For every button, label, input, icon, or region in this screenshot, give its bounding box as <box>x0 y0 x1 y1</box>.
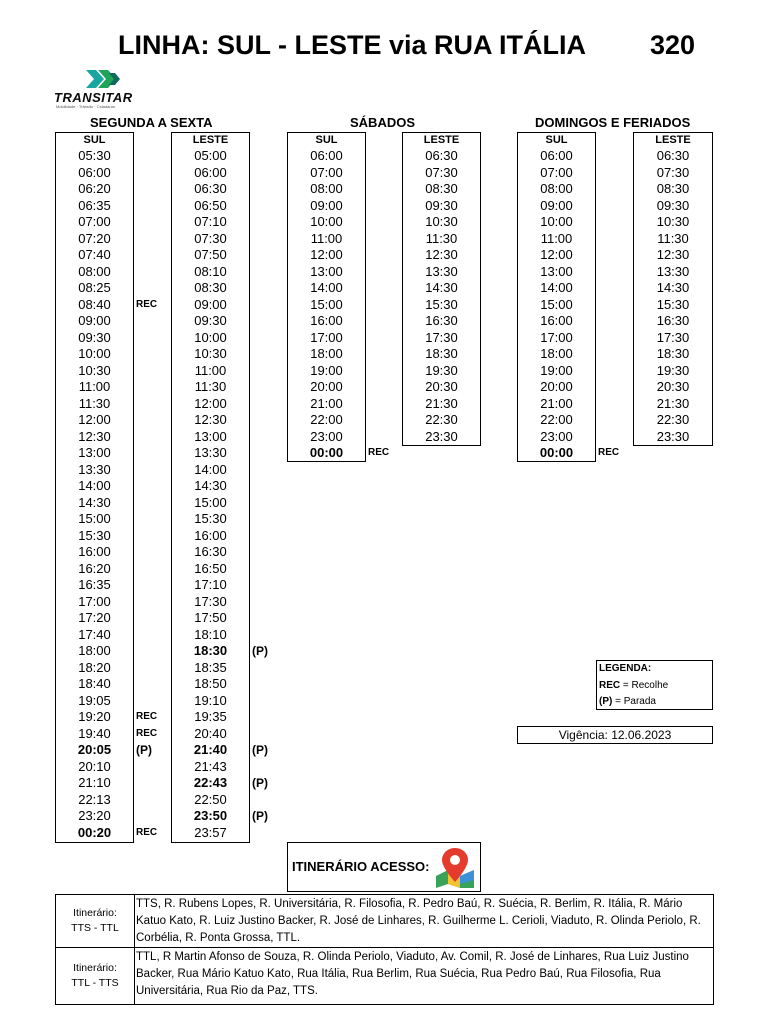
time-cell: 18:35 <box>194 659 227 675</box>
logo-tagline: Mobilidade · Trânsito · Cidadania <box>56 104 115 109</box>
time-cell: 22:00 <box>310 412 343 427</box>
time-cell: 16:35 <box>78 577 111 592</box>
time-cell: 19:05 <box>78 692 111 708</box>
time-cell: 19:30 <box>656 362 690 378</box>
map-pin-icon[interactable] <box>432 846 478 890</box>
time-cell: 21:00 <box>540 395 573 411</box>
time-cell: 07:30 <box>425 164 458 180</box>
time-cell: 18:50 <box>194 676 227 691</box>
time-cell: 06:30 <box>656 148 690 163</box>
time-cell: 16:30 <box>425 313 458 328</box>
time-cell: 21:40 <box>193 742 228 757</box>
time-cell: 17:30 <box>425 329 458 345</box>
time-cell: 12:00 <box>194 395 227 411</box>
time-cell: 08:30 <box>425 181 458 196</box>
saturday-leste-column <box>402 132 481 446</box>
time-cell: 08:30 <box>656 181 690 196</box>
saturday-sul-column <box>287 132 366 462</box>
legend-rec-key: REC <box>599 679 621 691</box>
time-cell: 17:50 <box>194 610 227 625</box>
column-header: SUL <box>545 134 568 146</box>
time-cell: 22:43 <box>193 775 228 790</box>
time-cell: 13:00 <box>78 445 111 460</box>
time-cell: 14:00 <box>540 280 573 295</box>
itinerary-row <box>55 894 714 948</box>
time-cell: 17:10 <box>194 577 227 592</box>
time-cell: 10:00 <box>194 329 227 345</box>
time-cell: 08:00 <box>540 181 573 196</box>
time-cell: 22:50 <box>194 791 227 807</box>
time-cell: 12:00 <box>310 247 343 262</box>
time-cell: 23:00 <box>540 428 573 444</box>
itinerary-text: TTL, R Martin Afonso de Souza, R. Olinda Periolo, Viaduto, Av. Comil, R. José de Linhares, Rua Luiz Justino Backer, Rua Mário Katuo Kato, Rua Itália, Rua Berlim, Rua Suécia, Rua Pedro Baú, Rua Filosofia, Rua Universitária, Rua Rio da Paz, TTS. <box>136 951 689 997</box>
time-cell: 21:30 <box>425 395 458 411</box>
time-cell: 18:00 <box>78 643 111 658</box>
time-cell: 16:00 <box>540 313 573 328</box>
time-cell: 06:30 <box>194 181 227 196</box>
time-cell: 18:30 <box>425 346 458 361</box>
time-cell: 11:00 <box>78 379 111 394</box>
itinerary-label-cell <box>56 948 135 1004</box>
legend-box <box>596 660 713 710</box>
time-cell: 15:00 <box>540 296 573 312</box>
legend-title: LEGENDA: <box>599 663 652 674</box>
time-cell: 12:30 <box>656 247 690 262</box>
time-cell: 16:00 <box>78 544 111 559</box>
time-cell: 08:10 <box>194 263 227 279</box>
section-saturday: SÁBADOS <box>350 115 416 130</box>
time-cell: 16:30 <box>194 544 227 559</box>
time-cell: 07:00 <box>78 214 111 229</box>
itinerary-label: Itinerário: <box>73 962 117 974</box>
time-cell: 09:00 <box>540 197 573 213</box>
rec-note: REC <box>136 826 158 838</box>
time-cell: 12:00 <box>78 412 111 427</box>
stop-note: (P) <box>252 776 268 790</box>
time-cell: 10:00 <box>310 214 343 229</box>
legend-p-key: (P) <box>599 696 613 707</box>
time-cell: 12:00 <box>540 247 573 262</box>
time-cell: 10:00 <box>78 346 111 361</box>
time-cell: 06:00 <box>78 164 111 180</box>
time-cell: 16:00 <box>194 527 227 543</box>
time-cell: 17:30 <box>656 329 690 345</box>
time-cell: 07:20 <box>78 230 111 246</box>
time-cell: 19:00 <box>540 362 573 378</box>
itinerary-label: Itinerário: <box>73 907 117 919</box>
time-cell: 23:00 <box>310 428 343 444</box>
stop-note: (P) <box>252 743 268 757</box>
time-cell: 13:30 <box>78 461 111 477</box>
time-cell: 18:30 <box>193 643 228 658</box>
time-cell: 17:30 <box>194 593 227 609</box>
page-title: LINHA: SUL - LESTE via RUA ITÁLIA <box>118 30 587 60</box>
time-cell: 20:00 <box>540 379 573 394</box>
time-cell: 23:57 <box>194 824 227 840</box>
time-cell: 21:30 <box>656 395 690 411</box>
time-cell: 14:00 <box>194 461 227 477</box>
legend-rec-text: = Recolhe <box>620 679 669 691</box>
time-cell: 13:00 <box>310 263 343 279</box>
time-cell: 20:05 <box>77 742 112 757</box>
time-cell: 15:00 <box>194 494 227 510</box>
time-cell: 20:00 <box>310 379 343 394</box>
time-cell: 16:20 <box>78 560 111 576</box>
time-cell: 17:00 <box>78 593 111 609</box>
time-cell: 14:30 <box>78 494 111 510</box>
time-cell: 08:00 <box>78 263 111 279</box>
time-cell: 16:30 <box>656 313 690 328</box>
time-cell: 15:00 <box>310 296 343 312</box>
time-cell: 10:00 <box>540 214 573 229</box>
vigencia-box: Vigência: 12.06.2023 <box>517 726 713 744</box>
time-cell: 19:40 <box>78 725 111 741</box>
time-cell: 20:40 <box>194 725 227 741</box>
time-cell: 20:30 <box>656 379 690 394</box>
sunday-sul-column <box>517 132 596 462</box>
section-sunday: DOMINGOS E FERIADOS <box>535 115 691 130</box>
time-cell: 20:30 <box>425 379 458 394</box>
time-cell: 22:30 <box>425 412 458 427</box>
time-cell: 09:00 <box>78 313 111 328</box>
time-cell: 21:00 <box>310 395 343 411</box>
time-cell: 16:00 <box>310 313 343 328</box>
itinerary-label-cell <box>56 895 135 947</box>
time-cell: 00:20 <box>77 824 112 840</box>
time-cell: 23:50 <box>193 808 228 823</box>
rec-note: REC <box>598 447 620 458</box>
sunday-leste-column <box>633 132 713 446</box>
rec-note: REC <box>136 298 158 310</box>
time-cell: 13:30 <box>425 263 458 279</box>
time-cell: 00:00 <box>309 445 344 460</box>
column-header: LESTE <box>192 134 229 146</box>
time-cell: 12:30 <box>78 428 111 444</box>
time-cell: 07:40 <box>78 247 111 262</box>
itinerary-route: TTL - TTS <box>71 977 119 989</box>
time-cell: 11:00 <box>540 230 573 246</box>
time-cell: 09:30 <box>425 197 458 213</box>
time-cell: 15:30 <box>194 511 227 526</box>
time-cell: 18:10 <box>194 626 227 642</box>
time-cell: 18:30 <box>656 346 690 361</box>
time-cell: 11:30 <box>425 230 458 246</box>
itinerary-route: TTS - TTL <box>71 922 119 934</box>
access-label: ITINERÁRIO ACESSO: <box>292 859 430 874</box>
time-cell: 22:13 <box>78 791 111 807</box>
time-cell: 23:30 <box>425 428 458 444</box>
time-cell: 20:10 <box>78 758 111 774</box>
time-cell: 17:40 <box>78 626 111 642</box>
time-cell: 06:00 <box>540 148 573 163</box>
time-cell: 19:10 <box>194 692 227 708</box>
time-cell: 06:00 <box>310 148 343 163</box>
time-cell: 15:30 <box>656 296 690 312</box>
time-cell: 14:30 <box>194 478 227 493</box>
time-cell: 18:20 <box>78 659 111 675</box>
time-cell: 09:00 <box>194 296 227 312</box>
time-cell: 23:30 <box>656 428 690 444</box>
rec-note: REC <box>368 447 390 458</box>
time-cell: 22:00 <box>540 412 573 427</box>
time-cell: 09:00 <box>310 197 343 213</box>
rec-note: REC <box>136 727 158 739</box>
time-cell: 05:00 <box>194 148 227 163</box>
time-cell: 19:30 <box>425 362 458 378</box>
time-cell: 18:00 <box>310 346 343 361</box>
time-cell: 06:00 <box>194 164 227 180</box>
weekday-leste-column <box>171 132 250 843</box>
time-cell: 19:35 <box>194 709 227 724</box>
time-cell: 10:30 <box>656 214 690 229</box>
column-header: LESTE <box>655 134 691 146</box>
time-cell: 16:50 <box>194 560 227 576</box>
time-cell: 09:30 <box>194 313 227 328</box>
stop-note: (P) <box>252 644 268 658</box>
time-cell: 17:00 <box>540 329 573 345</box>
time-cell: 13:00 <box>540 263 573 279</box>
itinerary-row <box>55 947 714 1005</box>
time-cell: 08:40 <box>78 296 111 312</box>
stop-note: (P) <box>136 743 152 757</box>
itinerary-text: TTS, R. Rubens Lopes, R. Universitária, R. Filosofia, R. Pedro Baú, R. Suécia, R. Berlim, R. Itália, R. Mário Katuo Kato, R. Luiz Justino Backer, R. José de Linhares, R. Guilherme L. Cerioli, Viaduto, R. Olinda Periolo, R. Corbélia, R. Ponta Grossa, TTL. <box>136 898 701 944</box>
time-cell: 22:30 <box>656 412 690 427</box>
stop-note: (P) <box>252 809 268 823</box>
time-cell: 11:00 <box>310 230 343 246</box>
time-cell: 17:20 <box>78 610 111 625</box>
time-cell: 09:30 <box>656 197 690 213</box>
time-cell: 05:30 <box>78 148 111 163</box>
time-cell: 19:20 <box>78 709 111 724</box>
time-cell: 10:30 <box>194 346 227 361</box>
time-cell: 14:30 <box>656 280 690 295</box>
time-cell: 08:00 <box>310 181 343 196</box>
time-cell: 07:30 <box>656 164 690 180</box>
time-cell: 06:20 <box>78 181 111 196</box>
time-cell: 13:30 <box>194 445 227 460</box>
rec-note: REC <box>136 711 158 722</box>
column-header: SUL <box>315 134 338 146</box>
time-cell: 07:30 <box>194 230 227 246</box>
time-cell: 11:30 <box>657 230 689 246</box>
logo-text: TRANSITAR <box>54 90 133 105</box>
time-cell: 00:00 <box>539 445 574 460</box>
time-cell: 13:30 <box>656 263 690 279</box>
column-header: SUL <box>83 134 106 146</box>
time-cell: 17:00 <box>310 329 343 345</box>
time-cell: 14:30 <box>425 280 458 295</box>
time-cell: 12:30 <box>194 412 227 427</box>
time-cell: 06:35 <box>78 197 111 213</box>
time-cell: 07:00 <box>310 164 343 180</box>
time-cell: 08:25 <box>78 280 111 295</box>
column-header: LESTE <box>423 134 460 146</box>
legend-p-text: = Parada <box>612 696 656 707</box>
time-cell: 18:40 <box>78 676 111 691</box>
time-cell: 18:00 <box>540 346 573 361</box>
time-cell: 23:20 <box>78 808 111 823</box>
weekday-sul-column <box>55 132 134 843</box>
time-cell: 15:00 <box>78 511 111 526</box>
time-cell: 11:30 <box>78 395 111 411</box>
time-cell: 10:30 <box>78 362 111 378</box>
time-cell: 14:00 <box>78 478 111 493</box>
time-cell: 19:00 <box>310 362 343 378</box>
time-cell: 06:50 <box>194 197 227 213</box>
time-cell: 13:00 <box>194 428 227 444</box>
time-cell: 06:30 <box>425 148 458 163</box>
time-cell: 11:00 <box>194 362 227 378</box>
time-cell: 07:50 <box>194 247 227 262</box>
time-cell: 12:30 <box>425 247 458 262</box>
time-cell: 08:30 <box>194 280 227 295</box>
time-cell: 11:30 <box>194 379 227 394</box>
time-cell: 10:30 <box>425 214 458 229</box>
time-cell: 15:30 <box>78 527 111 543</box>
section-weekday: SEGUNDA A SEXTA <box>90 115 213 130</box>
time-cell: 07:10 <box>194 214 227 229</box>
time-cell: 15:30 <box>425 296 458 312</box>
time-cell: 21:10 <box>78 775 111 790</box>
line-number: 320 <box>650 30 696 60</box>
time-cell: 07:00 <box>540 164 573 180</box>
time-cell: 14:00 <box>310 280 343 295</box>
time-cell: 21:43 <box>194 758 227 774</box>
time-cell: 09:30 <box>78 329 111 345</box>
